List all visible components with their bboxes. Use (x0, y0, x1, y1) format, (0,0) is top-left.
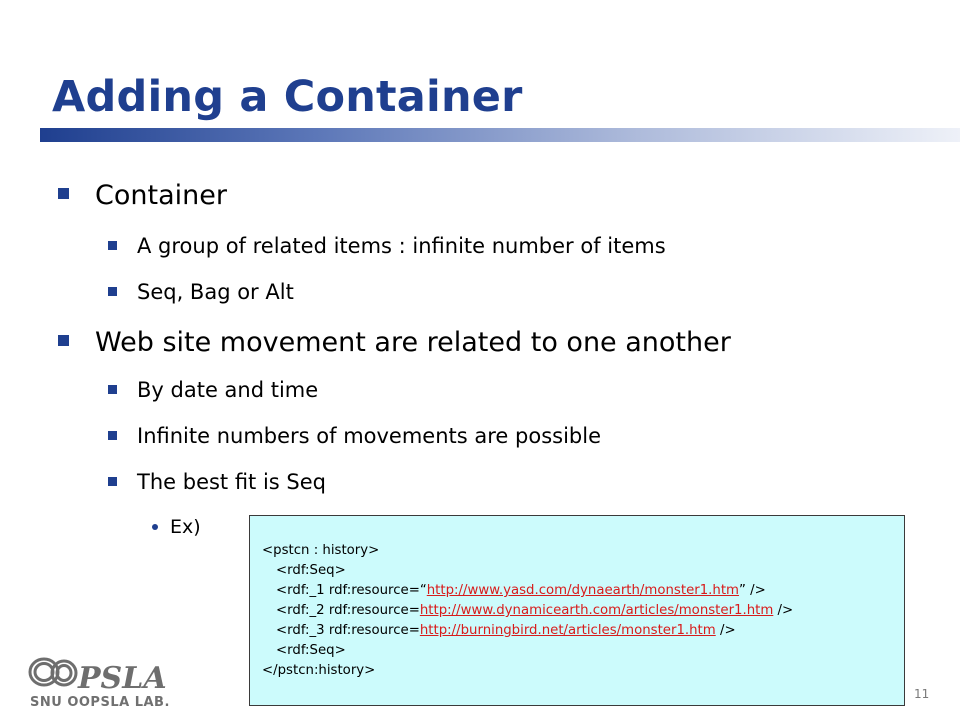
subbullet-seq (108, 280, 294, 304)
resource-link-1[interactable]: http://www.yasd.com/dynaearth/monster1.htm (426, 583, 739, 598)
svg-text:PSLA: PSLA (78, 661, 167, 696)
title-underline-bar (40, 128, 960, 142)
subbullet-text: Seq, Bag or Alt (137, 280, 294, 304)
square-bullet-icon (108, 431, 117, 440)
code-text: <rdf:_2 rdf:resource= (276, 603, 420, 618)
square-bullet-icon (58, 335, 69, 346)
subbullet-infinite (108, 424, 601, 448)
square-bullet-icon (108, 287, 117, 296)
bullet-text: Container (95, 180, 227, 211)
bullet-container (58, 180, 227, 211)
bullet-web-site-movement (58, 327, 731, 358)
subbullet-text: Infinite numbers of movements are possible (137, 424, 601, 448)
subbullet-text: A group of related items : infinite number of items (137, 234, 666, 258)
code-line: <rdf:Seq> (276, 643, 346, 658)
example-label: Ex) (170, 516, 201, 538)
subbullet-text: By date and time (137, 378, 319, 402)
round-bullet-icon (152, 524, 158, 530)
subbullet-date (108, 378, 318, 402)
subsubbullet-example (152, 516, 201, 538)
slide-title: Adding a Container (52, 72, 523, 122)
square-bullet-icon (58, 188, 69, 199)
code-text: /> (715, 623, 736, 638)
logo-subtitle: SNU OOPSLA LAB. (30, 695, 170, 710)
code-text: ” /> (739, 583, 766, 598)
square-bullet-icon (108, 477, 117, 486)
code-text: /> (773, 603, 794, 618)
code-line: <pstcn : history> (262, 543, 380, 558)
subbullet-best-fit (108, 470, 326, 494)
code-line-resource-2 (276, 603, 793, 618)
code-line-resource-1 (276, 583, 766, 598)
code-line-resource-3 (276, 623, 736, 638)
code-text: <rdf:_1 rdf:resource=“ (276, 583, 427, 598)
code-line: <rdf:Seq> (276, 563, 346, 578)
square-bullet-icon (108, 385, 117, 394)
page-number: 11 (914, 687, 930, 701)
subbullet-group (108, 234, 666, 258)
subbullet-text: The best fit is Seq (137, 470, 326, 494)
code-example-box (249, 515, 905, 706)
code-text: <rdf:_3 rdf:resource= (276, 623, 420, 638)
square-bullet-icon (108, 241, 117, 250)
resource-link-2[interactable]: http://www.dynamicearth.com/articles/monster1.htm (419, 603, 774, 618)
bullet-text: Web site movement are related to one another (95, 327, 731, 358)
code-line: </pstcn:history> (262, 663, 376, 678)
resource-link-3[interactable]: http://burningbird.net/articles/monster1.htm (419, 623, 716, 638)
